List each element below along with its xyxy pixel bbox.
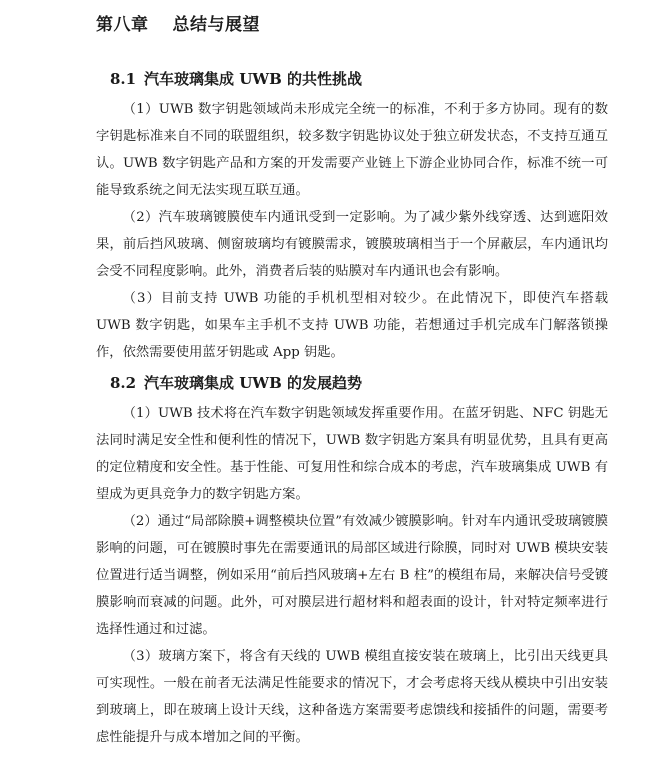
paragraph: （3）玻璃方案下，将含有天线的 UWB 模组直接安装在玻璃上，比引出天线更具可实现性。一般在前者无法满足性能要求的情况下，才会考虑将天线从模块中引出安装到玻璃上，即在玻璃上设计天线，这种备选方案需要考虑馈线和接插件的问题，需要考虑性能提升与成本增加之间的平衡。 — [96, 649, 608, 745]
section-title: 汽车玻璃集成 UWB 的共性挑战 — [144, 70, 363, 88]
paragraph: （1）UWB 技术将在汽车数字钥匙领域发挥重要作用。在蓝牙钥匙、NFC 钥匙无法同时满足安全性和便利性的情况下，UWB 数字钥匙方案具有明显优势，且具有更高的定位精度和安全性。基于性能、可复用性和综合成本的考虑，汽车玻璃集成 UWB 有望成为更具竞争力的数字钥匙方案。 — [96, 406, 608, 502]
chapter-number: 第八章 — [96, 15, 149, 35]
section-title: 汽车玻璃集成 UWB 的发展趋势 — [144, 374, 363, 392]
paragraph: （3）目前支持 UWB 功能的手机机型相对较少。在此情况下，即使汽车搭载 UWB 数字钥匙，如果车主手机不支持 UWB 功能，若想通过手机完成车门解落锁操作，依然需要使用蓝牙钥匙或 App 钥匙。 — [96, 291, 608, 360]
chapter-name: 总结与展望 — [172, 15, 260, 35]
section-heading-8-1 — [110, 68, 362, 89]
paragraph: （2）汽车玻璃镀膜使车内通讯受到一定影响。为了减少紫外线穿透、达到遮阳效果，前后挡风玻璃、侧窗玻璃均有镀膜需求，镀膜玻璃相当于一个屏蔽层，车内通讯均会受不同程度影响。此外，消费者后装的贴膜对车内通讯也会有影响。 — [96, 210, 608, 279]
paragraph: （2）通过“局部除膜+调整模块位置”有效减少镀膜影响。针对车内通讯受玻璃镀膜影响的问题，可在镀膜时事先在需要通讯的局部区域进行除膜，同时对 UWB 模块安装位置进行适当调整，例如采用“前后挡风玻璃+左右 B 柱”的模组布局，来解决信号受镀膜影响而衰减的问题。此外，可对膜层进行超材料和超表面的设计，针对特定频率进行选择性通过和过滤。 — [96, 514, 608, 637]
section-heading-8-2 — [110, 372, 362, 393]
section-number: 8.1 — [110, 70, 137, 88]
chapter-title — [96, 10, 260, 35]
section-number: 8.2 — [110, 374, 137, 392]
paragraph: （1）UWB 数字钥匙领域尚未形成完全统一的标准，不利于多方协同。现有的数字钥匙标准来自不同的联盟组织，较多数字钥匙协议处于独立研发状态，不支持互通互认。UWB 数字钥匙产品和方案的开发需要产业链上下游企业协同合作，标准不统一可能导致系统之间无法实现互联互通。 — [96, 102, 608, 198]
